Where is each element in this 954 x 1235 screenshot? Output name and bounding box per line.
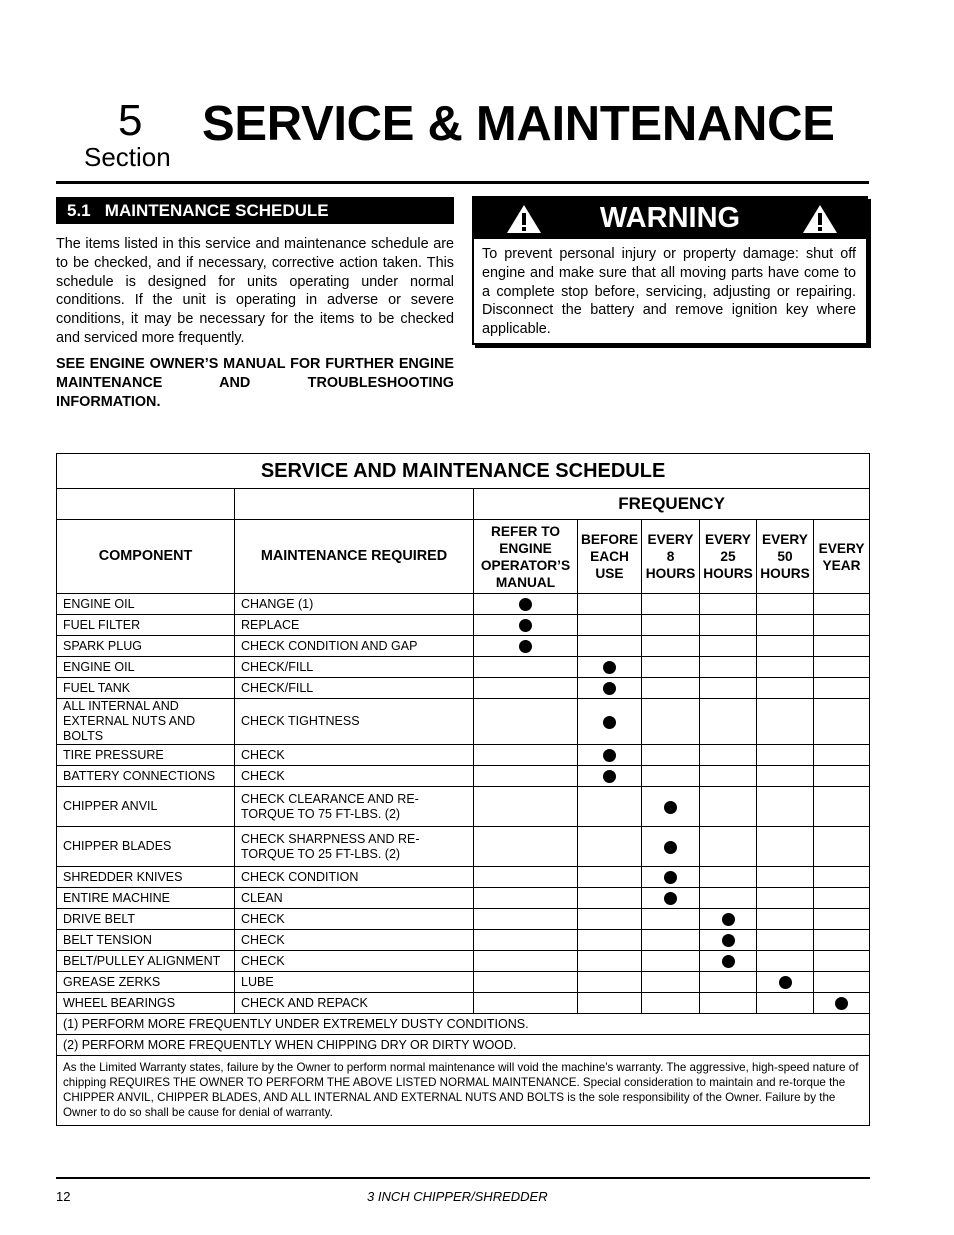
maintenance-cell: CHECK xyxy=(235,766,474,787)
component-cell: CHIPPER BLADES xyxy=(57,827,235,867)
column-header-every-8: EVERY 8 HOURS xyxy=(642,520,700,594)
frequency-cell-every-year xyxy=(814,827,870,867)
frequency-dot-icon xyxy=(664,892,677,905)
frequency-cell-every-8 xyxy=(642,766,700,787)
frequency-cell-every-50 xyxy=(757,972,814,993)
schedule-title: SERVICE AND MAINTENANCE SCHEDULE xyxy=(57,454,870,489)
frequency-cell-every-year xyxy=(814,888,870,909)
frequency-dot-icon xyxy=(603,716,616,729)
warranty-row xyxy=(57,1056,870,1126)
component-cell: ENGINE OIL xyxy=(57,657,235,678)
table-row xyxy=(57,867,870,888)
frequency-cell-every-8 xyxy=(642,657,700,678)
frequency-cell-before-use xyxy=(578,972,642,993)
frequency-cell-every-8 xyxy=(642,678,700,699)
frequency-cell-refer-manual xyxy=(474,636,578,657)
frequency-cell-every-year xyxy=(814,699,870,745)
subsection-heading: 5.1 MAINTENANCE SCHEDULE xyxy=(56,197,454,224)
component-cell: BELT/PULLEY ALIGNMENT xyxy=(57,951,235,972)
frequency-cell-refer-manual xyxy=(474,594,578,615)
frequency-cell-every-50 xyxy=(757,787,814,827)
frequency-cell-every-8 xyxy=(642,699,700,745)
footer-title: 3 INCH CHIPPER/SHREDDER xyxy=(367,1189,548,1204)
frequency-cell-every-25 xyxy=(700,787,757,827)
frequency-cell-before-use xyxy=(578,657,642,678)
note-row xyxy=(57,1014,870,1035)
frequency-cell-refer-manual xyxy=(474,787,578,827)
table-row xyxy=(57,678,870,699)
frequency-cell-every-50 xyxy=(757,745,814,766)
frequency-cell-every-50 xyxy=(757,930,814,951)
frequency-cell-every-year xyxy=(814,745,870,766)
frequency-cell-refer-manual xyxy=(474,766,578,787)
frequency-cell-every-8 xyxy=(642,745,700,766)
frequency-cell-before-use xyxy=(578,993,642,1014)
frequency-cell-every-year xyxy=(814,787,870,827)
frequency-cell-every-25 xyxy=(700,888,757,909)
frequency-cell-every-8 xyxy=(642,993,700,1014)
maintenance-cell: CHECK/FILL xyxy=(235,678,474,699)
frequency-cell-refer-manual xyxy=(474,615,578,636)
table-row xyxy=(57,909,870,930)
frequency-cell-every-25 xyxy=(700,827,757,867)
frequency-dot-icon xyxy=(664,841,677,854)
table-row xyxy=(57,827,870,867)
frequency-cell-before-use xyxy=(578,930,642,951)
frequency-cell-before-use xyxy=(578,594,642,615)
frequency-cell-every-50 xyxy=(757,699,814,745)
maintenance-cell: CHECK CONDITION xyxy=(235,867,474,888)
component-cell: SHREDDER KNIVES xyxy=(57,867,235,888)
frequency-cell-every-50 xyxy=(757,678,814,699)
engine-manual-note: SEE ENGINE OWNER’S MANUAL FOR FURTHER ENGINE MAINTENANCE AND TROUBLESHOOTING INFORMATION. xyxy=(56,356,454,410)
frequency-cell-before-use xyxy=(578,745,642,766)
warranty-statement: As the Limited Warranty states, failure by the Owner to perform normal maintenance will void the machine’s warranty. The aggressive, high-speed nature of chipping REQUIRES THE OWNER TO PERFORM THE ABOVE LISTED NORMAL MAINTENANCE. Special consideration to maintain and re-torque the CHIPPER ANVIL, CHIPPER BLADES, AND ALL INTERNAL AND EXTERNAL NUTS AND BOLTS is the sole responsibility of the Owner. Failure by the Owner to do so shall be cause for denial of warranty. xyxy=(57,1056,870,1126)
header-rule xyxy=(56,181,869,184)
frequency-cell-every-50 xyxy=(757,594,814,615)
table-row xyxy=(57,951,870,972)
frequency-cell-refer-manual xyxy=(474,951,578,972)
table-row xyxy=(57,636,870,657)
section-label: Section xyxy=(84,142,171,172)
frequency-cell-every-50 xyxy=(757,951,814,972)
section-number: 5 xyxy=(118,96,143,145)
page-number: 12 xyxy=(56,1189,71,1204)
frequency-cell-every-year xyxy=(814,766,870,787)
frequency-cell-every-50 xyxy=(757,766,814,787)
frequency-cell-every-25 xyxy=(700,972,757,993)
column-header-every-year: EVERY YEAR xyxy=(814,520,870,594)
frequency-cell-every-25 xyxy=(700,993,757,1014)
frequency-cell-before-use xyxy=(578,867,642,888)
component-cell: GREASE ZERKS xyxy=(57,972,235,993)
frequency-dot-icon xyxy=(603,661,616,674)
frequency-cell-every-year xyxy=(814,909,870,930)
frequency-dot-icon xyxy=(722,955,735,968)
frequency-dot-icon xyxy=(603,749,616,762)
column-header-refer-manual: REFER TO ENGINE OPERATOR’S MANUAL xyxy=(474,520,578,594)
frequency-cell-every-year xyxy=(814,951,870,972)
empty-header-cell xyxy=(235,489,474,520)
frequency-cell-every-8 xyxy=(642,827,700,867)
frequency-cell-refer-manual xyxy=(474,657,578,678)
frequency-cell-every-8 xyxy=(642,867,700,888)
frequency-cell-every-year xyxy=(814,972,870,993)
frequency-cell-before-use xyxy=(578,787,642,827)
frequency-dot-icon xyxy=(519,598,532,611)
frequency-cell-every-8 xyxy=(642,594,700,615)
frequency-cell-before-use xyxy=(578,615,642,636)
maintenance-schedule-table xyxy=(56,453,870,1126)
frequency-cell-every-year xyxy=(814,678,870,699)
frequency-cell-before-use xyxy=(578,888,642,909)
maintenance-cell: CHECK TIGHTNESS xyxy=(235,699,474,745)
frequency-dot-icon xyxy=(664,871,677,884)
frequency-cell-every-25 xyxy=(700,766,757,787)
frequency-cell-every-8 xyxy=(642,951,700,972)
frequency-cell-refer-manual xyxy=(474,993,578,1014)
frequency-cell-every-50 xyxy=(757,909,814,930)
maintenance-cell: CHECK xyxy=(235,745,474,766)
maintenance-cell: REPLACE xyxy=(235,615,474,636)
maintenance-cell: CHANGE (1) xyxy=(235,594,474,615)
intro-paragraph: The items listed in this service and maintenance schedule are to be checked, and if necessary, corrective action taken. This schedule is designed for units operating under normal conditions. If the unit is operating in adverse or severe conditions, it may be necessary for the items to be checked and serviced more frequently. xyxy=(56,236,454,346)
frequency-dot-icon xyxy=(664,801,677,814)
component-cell: ENTIRE MACHINE xyxy=(57,888,235,909)
warning-triangle-icon xyxy=(801,203,839,235)
frequency-cell-every-8 xyxy=(642,615,700,636)
frequency-dot-icon xyxy=(603,770,616,783)
note-row xyxy=(57,1035,870,1056)
table-row xyxy=(57,930,870,951)
frequency-cell-every-50 xyxy=(757,636,814,657)
component-cell: DRIVE BELT xyxy=(57,909,235,930)
frequency-cell-refer-manual xyxy=(474,972,578,993)
table-row xyxy=(57,594,870,615)
table-row xyxy=(57,787,870,827)
component-cell: CHIPPER ANVIL xyxy=(57,787,235,827)
frequency-cell-every-25 xyxy=(700,867,757,888)
maintenance-cell: CHECK SHARPNESS AND RE-TORQUE TO 25 FT-LBS. (2) xyxy=(235,827,474,867)
frequency-cell-every-25 xyxy=(700,951,757,972)
frequency-dot-icon xyxy=(835,997,848,1010)
frequency-cell-every-year xyxy=(814,657,870,678)
column-header-every-25: EVERY 25 HOURS xyxy=(700,520,757,594)
frequency-cell-every-year xyxy=(814,615,870,636)
frequency-cell-refer-manual xyxy=(474,909,578,930)
frequency-cell-every-year xyxy=(814,993,870,1014)
component-cell: ENGINE OIL xyxy=(57,594,235,615)
component-cell: TIRE PRESSURE xyxy=(57,745,235,766)
component-cell: SPARK PLUG xyxy=(57,636,235,657)
component-cell: BELT TENSION xyxy=(57,930,235,951)
frequency-cell-refer-manual xyxy=(474,745,578,766)
frequency-cell-every-25 xyxy=(700,745,757,766)
frequency-cell-every-year xyxy=(814,930,870,951)
frequency-cell-refer-manual xyxy=(474,678,578,699)
frequency-cell-before-use xyxy=(578,678,642,699)
frequency-dot-icon xyxy=(519,619,532,632)
table-row xyxy=(57,993,870,1014)
page-title: SERVICE & MAINTENANCE xyxy=(202,97,835,151)
component-cell: BATTERY CONNECTIONS xyxy=(57,766,235,787)
frequency-cell-every-year xyxy=(814,594,870,615)
maintenance-cell: CHECK/FILL xyxy=(235,657,474,678)
frequency-dot-icon xyxy=(519,640,532,653)
frequency-cell-every-25 xyxy=(700,678,757,699)
table-row xyxy=(57,888,870,909)
frequency-cell-every-25 xyxy=(700,930,757,951)
frequency-dot-icon xyxy=(722,913,735,926)
warning-title: WARNING xyxy=(599,202,741,234)
frequency-dot-icon xyxy=(603,682,616,695)
frequency-cell-refer-manual xyxy=(474,827,578,867)
component-cell: WHEEL BEARINGS xyxy=(57,993,235,1014)
frequency-cell-every-50 xyxy=(757,657,814,678)
table-row xyxy=(57,766,870,787)
frequency-cell-every-year xyxy=(814,867,870,888)
table-row xyxy=(57,972,870,993)
component-cell: ALL INTERNAL AND EXTERNAL NUTS AND BOLTS xyxy=(57,699,235,745)
frequency-cell-before-use xyxy=(578,699,642,745)
frequency-cell-every-50 xyxy=(757,888,814,909)
frequency-cell-before-use xyxy=(578,636,642,657)
footer-rule xyxy=(56,1177,870,1179)
frequency-dot-icon xyxy=(779,976,792,989)
table-row xyxy=(57,615,870,636)
warning-box xyxy=(472,196,868,345)
frequency-cell-every-8 xyxy=(642,787,700,827)
maintenance-cell: CHECK xyxy=(235,909,474,930)
frequency-cell-every-25 xyxy=(700,636,757,657)
footnote: (2) PERFORM MORE FREQUENTLY WHEN CHIPPING DRY OR DIRTY WOOD. xyxy=(57,1035,870,1056)
frequency-cell-every-50 xyxy=(757,993,814,1014)
table-row xyxy=(57,745,870,766)
column-header-component: COMPONENT xyxy=(57,520,235,594)
maintenance-cell: CHECK CLEARANCE AND RE-TORQUE TO 75 FT-LBS. (2) xyxy=(235,787,474,827)
footnote: (1) PERFORM MORE FREQUENTLY UNDER EXTREMELY DUSTY CONDITIONS. xyxy=(57,1014,870,1035)
frequency-cell-refer-manual xyxy=(474,867,578,888)
frequency-cell-refer-manual xyxy=(474,699,578,745)
frequency-cell-before-use xyxy=(578,909,642,930)
table-row xyxy=(57,657,870,678)
frequency-cell-every-8 xyxy=(642,972,700,993)
maintenance-cell: CHECK xyxy=(235,951,474,972)
frequency-cell-every-25 xyxy=(700,699,757,745)
table-row xyxy=(57,699,870,745)
frequency-cell-every-50 xyxy=(757,867,814,888)
maintenance-cell: CHECK xyxy=(235,930,474,951)
column-header-every-50: EVERY 50 HOURS xyxy=(757,520,814,594)
frequency-cell-every-25 xyxy=(700,909,757,930)
frequency-cell-every-50 xyxy=(757,827,814,867)
column-header-maintenance: MAINTENANCE REQUIRED xyxy=(235,520,474,594)
frequency-cell-every-8 xyxy=(642,909,700,930)
frequency-dot-icon xyxy=(722,934,735,947)
component-cell: FUEL TANK xyxy=(57,678,235,699)
frequency-cell-every-8 xyxy=(642,888,700,909)
maintenance-cell: CHECK CONDITION AND GAP xyxy=(235,636,474,657)
warning-text: To prevent personal injury or property damage: shut off engine and make sure that all moving parts have come to a complete stop before, servicing, adjusting or repairing. Disconnect the battery and remove ignition key where applicable. xyxy=(482,246,856,338)
frequency-cell-every-8 xyxy=(642,930,700,951)
frequency-cell-every-50 xyxy=(757,615,814,636)
frequency-cell-every-25 xyxy=(700,594,757,615)
frequency-cell-every-25 xyxy=(700,657,757,678)
frequency-cell-every-25 xyxy=(700,615,757,636)
frequency-header: FREQUENCY xyxy=(474,489,870,520)
frequency-cell-every-year xyxy=(814,636,870,657)
frequency-cell-before-use xyxy=(578,827,642,867)
warning-header xyxy=(474,198,866,239)
maintenance-cell: CHECK AND REPACK xyxy=(235,993,474,1014)
frequency-cell-refer-manual xyxy=(474,888,578,909)
column-header-before-use: BEFORE EACH USE xyxy=(578,520,642,594)
maintenance-cell: CLEAN xyxy=(235,888,474,909)
frequency-cell-before-use xyxy=(578,766,642,787)
maintenance-cell: LUBE xyxy=(235,972,474,993)
frequency-cell-refer-manual xyxy=(474,930,578,951)
component-cell: FUEL FILTER xyxy=(57,615,235,636)
frequency-cell-every-8 xyxy=(642,636,700,657)
empty-header-cell xyxy=(57,489,235,520)
frequency-cell-before-use xyxy=(578,951,642,972)
